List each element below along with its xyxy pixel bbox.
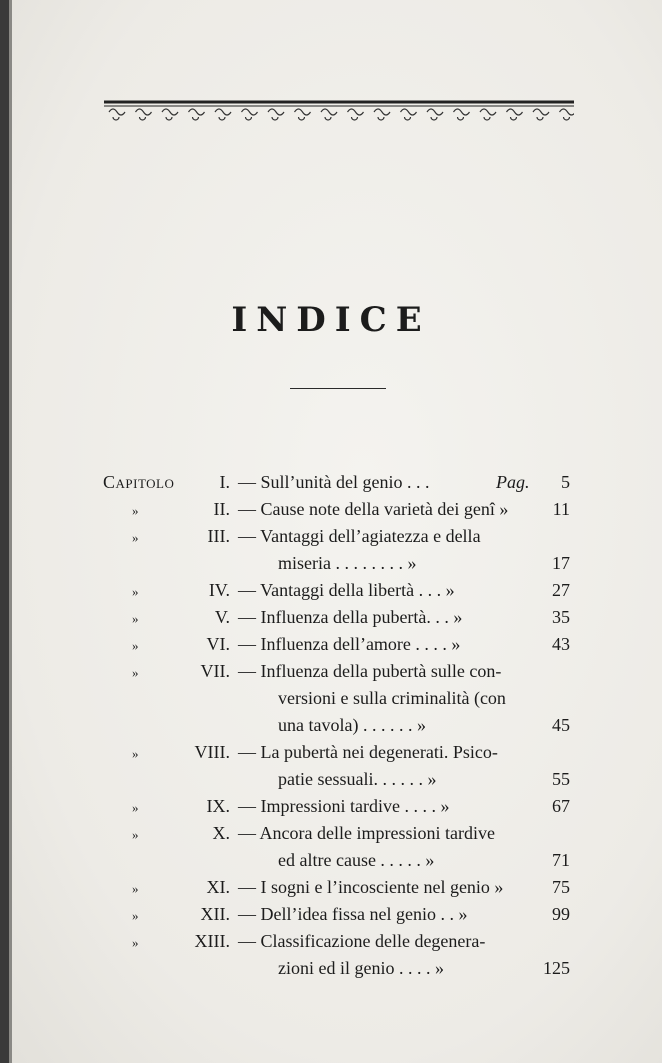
chapter-number: V. (214, 607, 230, 627)
chapter-title-line: patie sessuali. . . . . . » (278, 769, 437, 789)
page-number: 11 (552, 499, 570, 519)
chapter-title-line: — Ancora delle impressioni tardive (238, 823, 495, 843)
chapter-title-line: — Sull’unità del genio . . . (238, 472, 430, 492)
chapter-title-line: zioni ed il genio . . . . » (278, 958, 444, 978)
chapter-title-line: — Influenza della pubertà. . . » (238, 607, 463, 627)
ditto-mark: » (132, 530, 139, 545)
chapter-number: XI. (206, 877, 230, 897)
page-number: 43 (552, 634, 570, 654)
ditto-mark: » (132, 800, 139, 815)
chapter-title-line: ed altre cause . . . . . » (278, 850, 435, 870)
ditto-mark: » (132, 584, 139, 599)
ditto-mark: » (132, 935, 139, 950)
chapter-title-line: — Classificazione delle degenera- (238, 931, 486, 951)
ditto-mark: » (132, 503, 139, 518)
capitolo-label: Capitolo (103, 472, 175, 492)
ditto-mark: » (132, 908, 139, 923)
chapter-number: II. (213, 499, 230, 519)
chapter-title-line: — I sogni e l’incosciente nel genio » (238, 877, 504, 897)
page-title: INDICE (231, 300, 431, 340)
ditto-mark: » (132, 746, 139, 761)
page-number: 71 (552, 850, 570, 870)
chapter-number: VIII. (194, 742, 230, 762)
chapter-number: I. (219, 472, 230, 492)
page-number: 45 (552, 715, 570, 735)
page-number: 5 (561, 472, 570, 492)
page-number: 17 (552, 553, 570, 573)
page-number: 55 (552, 769, 570, 789)
chapter-number: VII. (200, 661, 230, 681)
ditto-mark: » (132, 827, 139, 842)
chapter-title-line: versioni e sulla criminalità (con (278, 688, 506, 708)
chapter-title-line: — Vantaggi dell’agiatezza e della (238, 526, 481, 546)
chapter-number: IX. (206, 796, 230, 816)
chapter-title-line: — Influenza dell’amore . . . . » (238, 634, 461, 654)
chapter-title-line: una tavola) . . . . . . » (278, 715, 426, 735)
chapter-title-line: — Vantaggi della libertà . . . » (238, 580, 455, 600)
chapter-title-line: — Influenza della pubertà sulle con- (238, 661, 502, 681)
page-number: 125 (543, 958, 570, 978)
ditto-mark: » (132, 881, 139, 896)
chapter-number: XII. (200, 904, 230, 924)
chapter-number: VI. (206, 634, 230, 654)
chapter-title-line: — Dell’idea fissa nel genio . . » (238, 904, 468, 924)
ditto-mark: » (132, 638, 139, 653)
pag-label: Pag. (496, 472, 530, 492)
ditto-mark: » (132, 611, 139, 626)
page-number: 67 (552, 796, 570, 816)
chapter-title-line: — La pubertà nei degenerati. Psico- (238, 742, 498, 762)
chapter-title-line: — Impressioni tardive . . . . » (238, 796, 450, 816)
page-number: 27 (552, 580, 570, 600)
page-number: 75 (552, 877, 570, 897)
ditto-mark: » (132, 665, 139, 680)
chapter-number: X. (212, 823, 230, 843)
chapter-number: III. (207, 526, 230, 546)
page-number: 99 (552, 904, 570, 924)
chapter-title-line: — Cause note della varietà dei genî » (238, 499, 509, 519)
page-number: 35 (552, 607, 570, 627)
chapter-title-line: miseria . . . . . . . . » (278, 553, 417, 573)
chapter-number: XIII. (194, 931, 230, 951)
chapter-number: IV. (208, 580, 230, 600)
